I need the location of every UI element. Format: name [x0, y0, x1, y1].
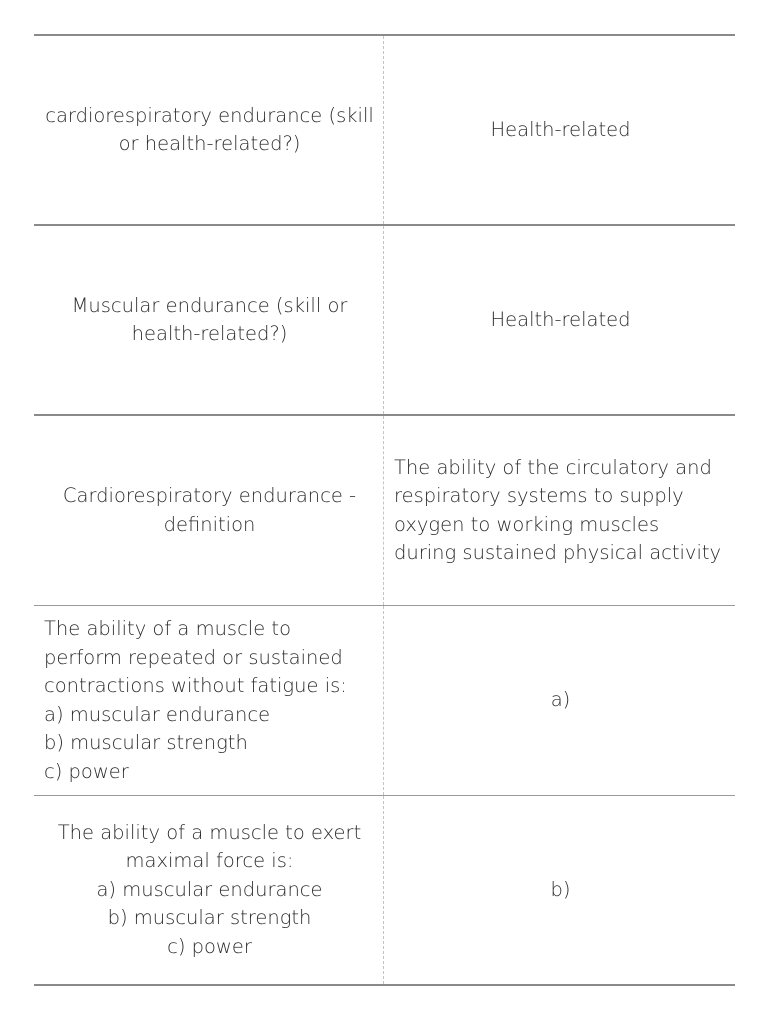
- answer-text: b): [550, 877, 571, 901]
- term-cell: [34, 796, 384, 984]
- term-text: The ability of a muscle to exert maximal force is: a) muscular endurance b) muscular strength c) power: [57, 820, 362, 958]
- term-cell: [34, 606, 384, 795]
- flashcard-table: [34, 34, 735, 986]
- answer-cell: [384, 606, 735, 795]
- term-cell: [34, 416, 384, 605]
- answer-cell: [384, 796, 735, 984]
- term-text: The ability of a muscle to perform repeated or sustained contractions without fatigue is: a) muscular endurance b) muscular strength c) power: [44, 617, 347, 783]
- answer-text: a): [550, 688, 571, 712]
- answer-cell: [384, 226, 735, 414]
- flashcard-row: [34, 796, 735, 986]
- flashcard-row: [34, 226, 735, 416]
- answer-text: The ability of the circulatory and respiratory systems to supply oxygen to working muscles during sustained physical activity: [394, 455, 722, 564]
- term-text: cardiorespiratory endurance (skill or health-related?): [45, 103, 374, 155]
- term-text: Muscular endurance (skill or health-related?): [71, 293, 348, 345]
- answer-text: Health-related: [490, 307, 631, 331]
- flashcard-row: [34, 606, 735, 796]
- term-text: Cardiorespiratory endurance - definition: [62, 484, 357, 536]
- term-cell: [34, 226, 384, 414]
- flashcard-row: [34, 36, 735, 226]
- flashcard-row: [34, 416, 735, 606]
- term-cell: [34, 36, 384, 224]
- answer-text: Health-related: [490, 117, 631, 141]
- answer-cell: [384, 416, 735, 605]
- answer-cell: [384, 36, 735, 224]
